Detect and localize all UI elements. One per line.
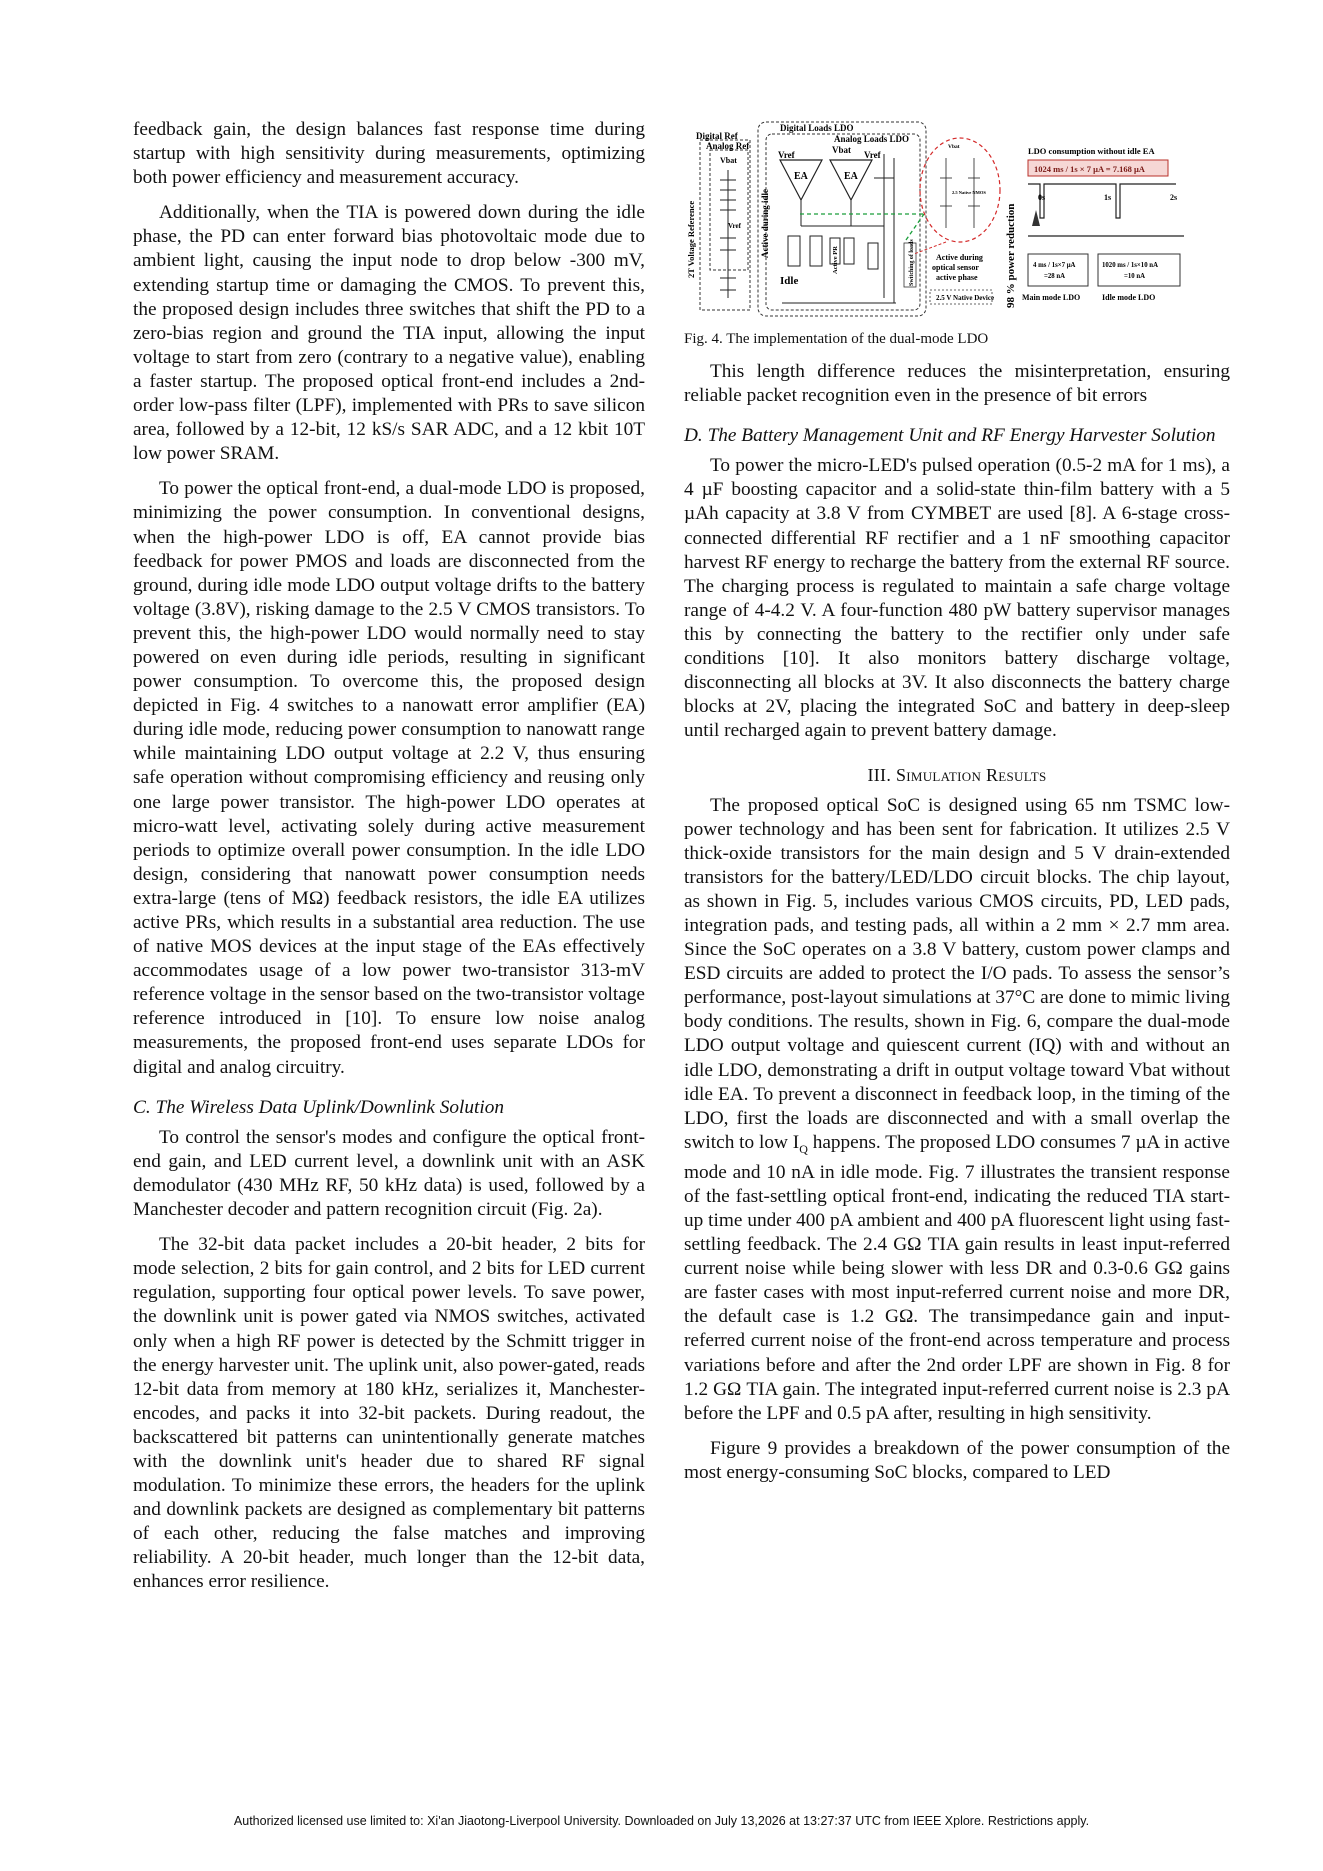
native-vbat-label: Vbat [948,144,960,150]
section-3-number: III. [867,765,896,786]
right-column [684,118,1230,1496]
main-mode-label: Main mode LDO [1022,293,1081,302]
figure-4 [684,118,1230,324]
vref-1-label: Vref [778,150,795,160]
main-mode-value-1: 4 ms / 1s×7 μA [1033,262,1076,269]
analog-loads-label: Analog Loads LDO [834,134,910,144]
analog-ref-label: Analog Ref [706,141,750,151]
native-nmos-label: 2.5 Native NMOS [952,190,986,195]
section-d-heading: D. The Battery Management Unit and RF Energy Harvester Solution [684,425,1216,447]
consumption-title: LDO consumption without idle EA [1028,146,1155,156]
iq-subscript: Q [799,1141,808,1156]
left-paragraph-5: The 32-bit data packet includes a 20-bit header, 2 bits for mode selection, 2 bits for gain control, and 2 bits for LED current regulation, supporting four optical power levels. To save power, the downlink unit is power gated via NMOS switches, activated only when a high RF power is detected by the Schmitt trigger in the energy harvester unit. The uplink unit, also power-gated, reads 12-bit data from memory at 180 kHz, serializes it, Manchester-encodes, and packs it into 32-bit packets. During readout, the backscattered bit patterns can unintentionally generate matches with the downlink unit's header due to shared RF signal modulation. To minimize these errors, the headers for the uplink and downlink packets are designed as complementary bit patterns of each other, reducing the false matches and improving reliability. A 20-bit header, much longer than the 12-bit data, enhances error resilience. [133,1234,645,1593]
main-mode-value-2: =28 nA [1044,273,1066,280]
active-optical-line-1: Active during [936,253,983,262]
vref-2-label: Vref [864,150,881,160]
active-pr-label: Active PR [832,246,839,274]
time-1-label: 1s [1104,193,1112,202]
timing-waveform [1028,184,1184,236]
power-reduction-label: 98 % power reduction [1005,203,1017,308]
ref-side-label: 2T Voltage Reference [686,200,696,278]
left-column [133,118,645,1606]
ldo-schematic [684,118,1230,324]
reference-transistors [720,170,736,298]
active-optical-line-3: active phase [936,273,978,282]
digital-loads-label: Digital Loads LDO [780,123,854,133]
ieee-license-footer: Authorized licensed use limited to: Xi'an Jiaotong-Liverpool University. Downloaded on July 13,2026 at 13:27:37 UTC from IEEE Xplore. Restrictions apply. [233,1814,1090,1828]
section-3-heading [684,763,1230,787]
active-optical-line-2: optical sensor [932,263,979,272]
switching-loads-label: Switching of loads [909,239,915,286]
main-mode-box [1028,254,1088,286]
ea-1-label: EA [794,171,808,182]
ref-vbat-label: Vbat [720,156,737,165]
right-paragraph-4: Figure 9 provides a breakdown of the power consumption of the most energy-consuming SoC blocks, compared to LED [684,1437,1230,1483]
idle-mode-label: Idle mode LDO [1102,293,1156,302]
active-idle-label: Active during idle [760,189,770,258]
idle-mode-value-1: 1020 ms / 1s×10 nA [1102,262,1158,269]
left-paragraph-3: To power the optical front-end, a dual-mode LDO is proposed, minimizing the power consumption. In conventional designs, when the high-power LDO is off, EA cannot provide bias feedback for power PMOS and loads are disconnected from the ground, during idle mode LDO output voltage drifts to the battery voltage (3.8V), risking damage to the 2.5 V CMOS transistors. To prevent this, the high-power LDO would normally need to stay powered on even during idle periods, resulting in significant power consumption. To overcome this, the proposed design depicted in Fig. 4 switches to a nanowatt error amplifier (EA) during idle mode, reducing power consumption to nanowatt range while maintaining LDO output voltage at 2.2 V, thus ensuring safe operation without compromising efficiency and reusing only one large power transistor. The high-power LDO operates at micro-watt level, activating solely during active measurement periods to optimize overall power consumption. In the idle LDO design, considering that nanowatt power consumption needs extra-large (tens of MΩ) feedback resistors, the idle EA utilizes active PRs, which results in a substantial area reduction. The use of native MOS devices at the input stage of the EAs effectively accommodates usage of a low power two-transistor 313-mV reference voltage in the sensor based on the two-transistor voltage reference introduced in [10]. To ensure low noise analog measurements, the proposed front-end uses separate LDOs for digital and analog circuitry. [133,478,645,1078]
idle-label: Idle [780,275,799,287]
section-3-title: Simulation Results [895,765,1047,786]
section-c-heading: C. The Wireless Data Uplink/Downlink Solution [133,1096,504,1118]
time-0-label: 0s [1038,193,1046,202]
right-paragraph-1: This length difference reduces the misinterpretation, ensuring reliable packet recognition even in the presence of bit errors [684,361,1230,407]
digital-ref-box [700,140,750,310]
digital-ref-label: Digital Ref [696,131,738,141]
ref-vref-label: Vref [728,222,741,230]
left-paragraph-4: To control the sensor's modes and configure the optical front-end gain, and LED current level, a downlink unit with an ASK demodulator (430 MHz RF, 50 kHz data) is used, followed by a Manchester decoder and pattern recognition circuit (Fig. 2a). [133,1126,645,1221]
idle-mode-value-2: =10 nA [1124,273,1146,280]
ea-2-label: EA [844,171,858,182]
left-paragraph-2: Additionally, when the TIA is powered down during the idle phase, the PD can enter forward bias photovoltaic mode due to ambient light, causing the input node to drop below -300 mV, extending startup time or damaging the CMOS. To prevent this, the proposed design includes three switches that shift the PD to a zero-bias region and ground the TIA input, allowing the input voltage to start from zero (contrary to a negative value), enabling a faster startup. The proposed optical front-end includes a 2nd-order low-pass filter (LPF), implemented with PRs to save silicon area, followed by a 12-bit, 12 kS/s SAR ADC, and a 12 kbit 10T low power SRAM. [133,202,645,465]
figure-4-caption: Fig. 4. The implementation of the dual-mode LDO [684,331,989,347]
vbat-label: Vbat [832,145,852,155]
native-device-label: 2.5 V Native Device [936,294,995,302]
right-paragraph-3: The proposed optical SoC is designed using 65 nm TSMC low-power technology and has been sent for fabrication. It utilizes 2.5 V thick-oxide transistors for the main design and 5 V drain-extended transistors for the battery/LED/LDO circuit blocks. The chip layout, as shown in Fig. 5, includes various CMOS circuits, PD, LED pads, integration pads, and testing pads, all within a 2 mm × 2.7 mm area. Since the SoC operates on a 3.8 V battery, custom power clamps and ESD circuits are added to protect the I/O pads. To assess the sensor’s performance, post-layout simulations at 37°C are done to mimic living body conditions. The results, shown in Fig. 6, compare the dual-mode LDO output voltage and quiescent current (IQ) with and without an idle LDO, demonstrating a drift in output voltage toward Vbat without idle EA. To prevent a disconnect in feedback loop, in the timing of the LDO, first the loads are disconnected and with a small overlap the switch to low $I_Q$ happens. The proposed LDO consumes 7 µA in active mode and 10 nA in idle mode. Fig. 7 illustrates the transient response of the fast-settling optical front-end, indicating the reduced TIA start-up time under 400 pA ambient and 400 pA fluorescent light using fast-settling feedback. The 2.4 GΩ TIA gain results in least input-referred current noise while being slower with less DR and 0.3-0.6 GΩ gains are faster cases with most input-referred current noise and more DR, the default case is 1.2 GΩ. The transimpedance gain and input-referred current noise of the front-end across temperature and process variations before and after the 2nd order LPF are shown in Fig. 8 for 1.2 GΩ TIA gain. The integrated input-referred current noise is 2.3 pA before the LPF and 0.5 pA after, resulting in high sensitivity. [684,794,1230,1424]
consumption-box-text: 1024 ms / 1s × 7 μA = 7.168 μA [1034,164,1145,174]
right-paragraph-2: To power the micro-LED's pulsed operation (0.5-2 mA for 1 ms), a 4 µF boosting capacitor and a solid-state thin-film battery with a 5 µAh capacity at 3.8 V from CYMBET are used [8]. A 6-stage cross-connected differential RF rectifier and a 1 nF smoothing capacitor harvest RF energy to recharge the battery from the external RF source. The charging process is regulated to maintain a safe charge voltage range of 4-4.2 V. A four-function 480 pW battery supervisor manages this by connecting the battery to the rectifier only under safe conditions [10]. It also monitors battery discharge voltage, disconnecting all blocks at 3V. It also disconnects the battery charge blocks at 2V, placing the integrated SoC and battery in deep-sleep until recharged again to prevent battery damage. [684,455,1230,742]
time-2-label: 2s [1170,193,1178,202]
left-paragraph-1: feedback gain, the design balances fast response time during startup with high sensitivity during measurements, optimizing both power efficiency and measurement accuracy. [133,119,645,189]
idle-mode-box [1098,254,1180,286]
